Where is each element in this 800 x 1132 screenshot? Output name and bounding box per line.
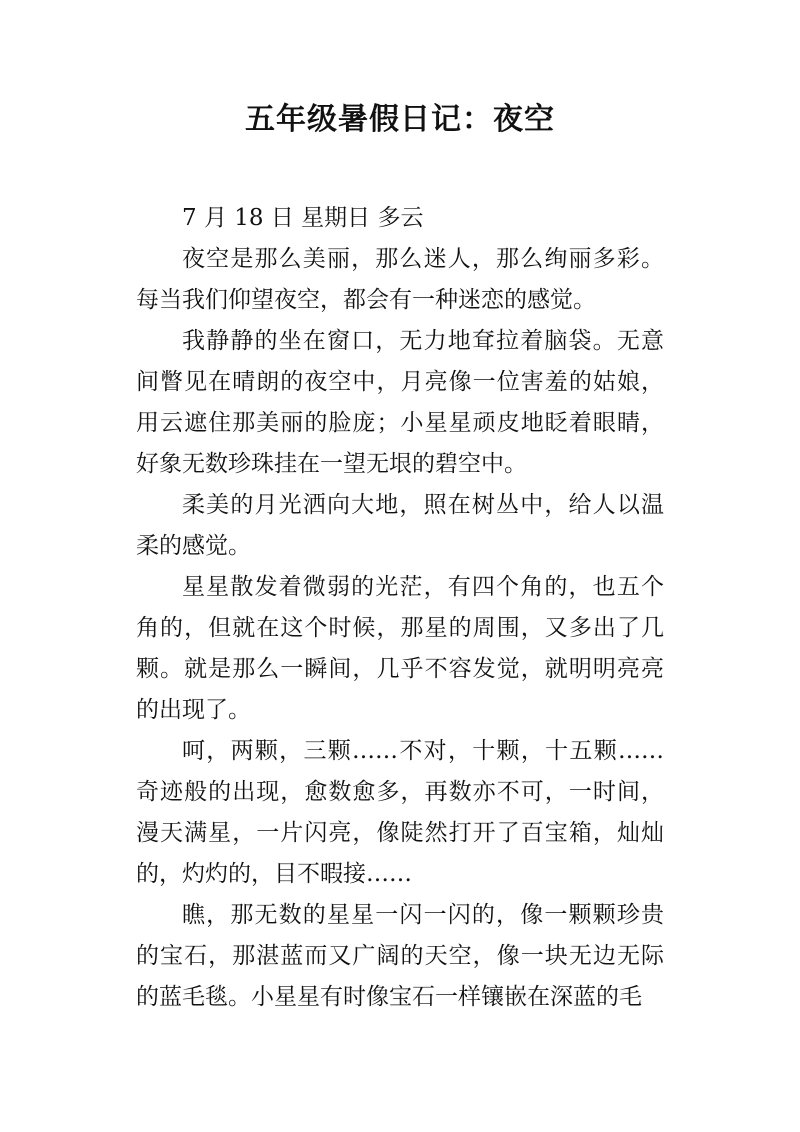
- page-title: 五年级暑假日记：夜空: [245, 102, 555, 137]
- paragraph: 夜空是那么美丽，那么迷人，那么绚丽多彩。每当我们仰望夜空，都会有一种迷恋的感觉。: [136, 246, 664, 313]
- paragraph: 呵，两颗，三颗……不对，十颗，十五颗……奇迹般的出现，愈数愈多，再数亦不可，一时间，漫天满星，一片闪亮，像陡然打开了百宝箱，灿灿的，灼灼的，目不暇接……: [136, 738, 664, 887]
- paragraph: 瞧，那无数的星星一闪一闪的，像一颗颗珍贵的宝石，那湛蓝而又广阔的天空，像一块无边无际的蓝毛毯。小星星有时像宝石一样镶嵌在深蓝的毛: [136, 902, 664, 1010]
- paragraph: 柔美的月光洒向大地，照在树丛中，给人以温柔的感觉。: [136, 492, 664, 559]
- diary-date-line: 7 月 18 日 星期日 多云: [182, 205, 424, 231]
- paragraph: 星星散发着微弱的光茫，有四个角的，也五个角的，但就在这个时候，那星的周围，又多出了几颗。就是那么一瞬间，几乎不容发觉，就明明亮亮的出现了。: [136, 574, 664, 723]
- paragraph: 我静静的坐在窗口，无力地耷拉着脑袋。无意间瞥见在晴朗的夜空中，月亮像一位害羞的姑娘，用云遮住那美丽的脸庞；小星星顽皮地眨着眼睛，好象无数珍珠挂在一望无垠的碧空中。: [136, 328, 664, 477]
- diary-body: [136, 198, 664, 1018]
